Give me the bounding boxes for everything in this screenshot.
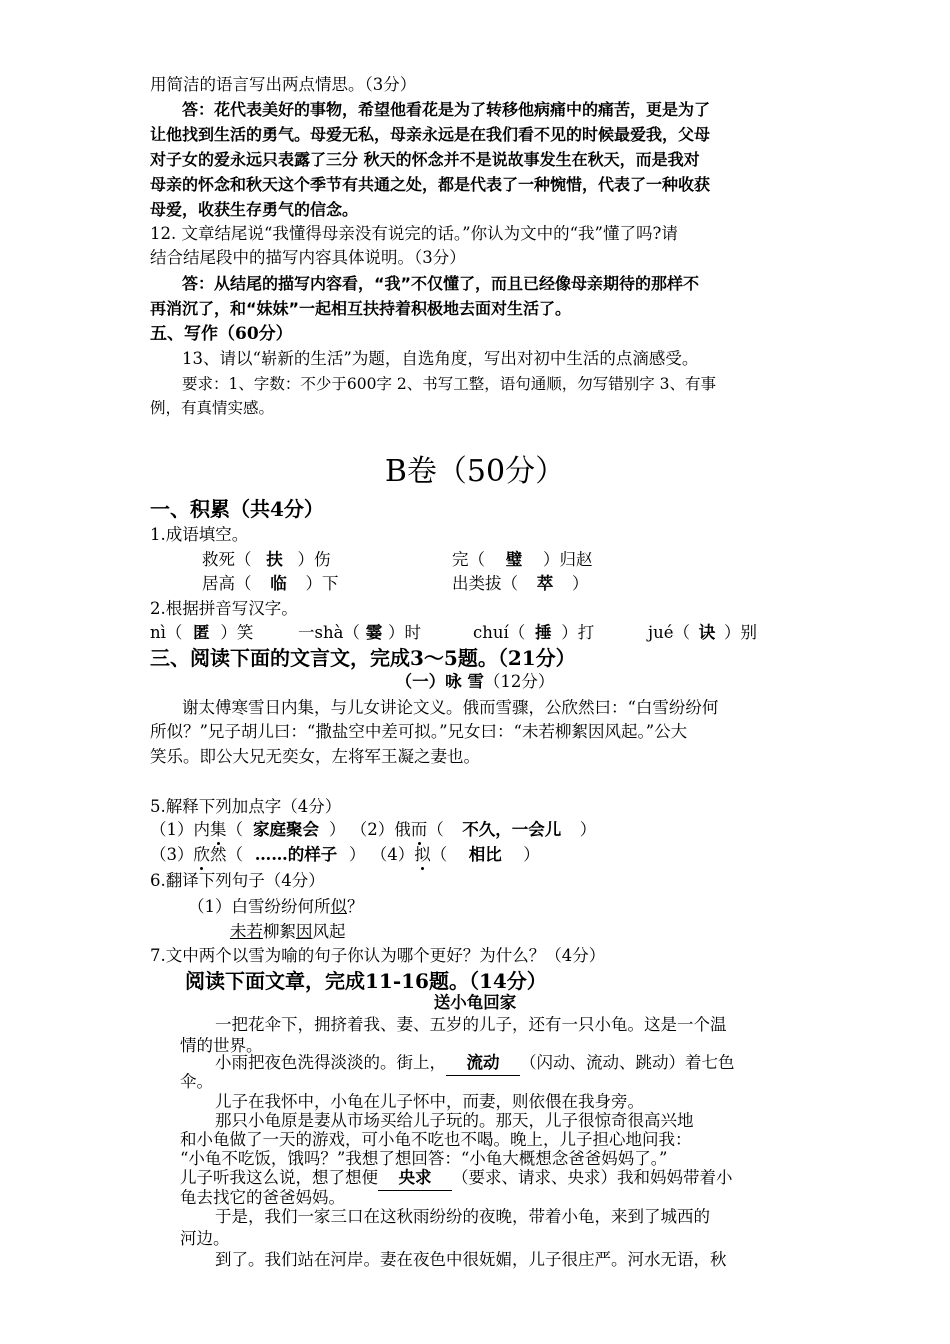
- story-text: 伞。: [180, 1072, 213, 1091]
- q11-answer-line: 母亲的怀念和秋天这个季节有共通之处，都是代表了一种惋惜，代表了一种收获: [150, 175, 711, 194]
- q5-prompt: 5.解释下列加点字（4分）: [150, 797, 342, 816]
- idiom-answer: 萃: [536, 574, 554, 593]
- poem-heading: （一）咏 雪（12分）: [395, 672, 555, 691]
- q13-requirements: 例，有真情实感。: [150, 399, 275, 417]
- classical-text: 谢太傅寒雪日内集，与儿女讲论文义。俄而雪骤，公欣然曰：“白雪纷纷何: [182, 698, 719, 717]
- section-3-title: 三、阅读下面的文言文，完成3～5题。（21分）: [150, 646, 576, 670]
- q11-answer-line: 母爱，收获生存勇气的信念。: [150, 200, 359, 219]
- q7-prompt: 7.文中两个以雪为喻的句子你认为哪个更好？为什么？（4分）: [150, 946, 606, 965]
- pinyin-answer: 捶: [535, 623, 552, 642]
- q6-prompt: 6.翻译下列句子（4分）: [150, 871, 325, 890]
- story-blank: 流动: [446, 1051, 520, 1076]
- q5-row: （3）欣然（ ……的样子 ） （4）拟（ 相比 ）: [150, 843, 540, 867]
- story-text: “小龟不吃饭，饿吗？”我想了想回答：“小龟大概想念爸爸妈妈了。”: [180, 1149, 668, 1168]
- idiom-answer: 璧: [505, 550, 523, 569]
- pinyin-answer: 匿: [193, 623, 210, 642]
- q13-requirements: 要求：1、字数：不少于600字 2、书写工整，语句通顺，勿写错别字 3、有事: [182, 375, 717, 393]
- q6-sentence-2: 未若柳絮因风起: [230, 922, 346, 941]
- dotted-char: 而: [411, 818, 428, 842]
- idiom-answer: 扶: [266, 550, 283, 569]
- q12-answer-line: 再消沉了，和“妹妹”一起相互扶持着积极地去面对生活了。: [150, 299, 572, 318]
- idiom-item: 完（ 璧 ）归赵: [452, 548, 593, 572]
- story-text: 儿子在我怀中，小龟在儿子怀中，而妻，则依偎在我身旁。: [215, 1092, 644, 1111]
- pinyin-item: jué（ 诀 ）别: [648, 621, 757, 645]
- story-text: 情的世界。: [180, 1036, 263, 1055]
- q12-answer-line: 答：从结尾的描写内容看，“我”不仅懂了，而且已经像母亲期待的那样不: [182, 274, 700, 293]
- q5-answer: 相比: [468, 845, 502, 864]
- story-text: 那只小龟原是妻从市场买给儿子玩的。那天，儿子很惊奇很高兴地: [215, 1111, 694, 1130]
- q11-answer-line: 对子女的爱永远只表露了三分 秋天的怀念并不是说故事发生在秋天，而是我对: [150, 150, 700, 169]
- q1-prompt: 1.成语填空。: [150, 525, 249, 544]
- story-text: 儿子听我这么说，想了想便 央求 （要求、请求、央求）我和妈妈带着小: [180, 1166, 733, 1191]
- q5-answer: ……的样子: [254, 845, 338, 864]
- dotted-char: 欣: [194, 843, 211, 867]
- classical-text: 所似？”兄子胡儿曰：“撒盐空中差可拟。”兄女曰：“未若柳絮因风起。”公大: [150, 722, 688, 741]
- idiom-item: 出类拔（ 萃 ）: [452, 572, 589, 596]
- story-text: 到了。我们站在河岸。妻在夜色中很妩媚，儿子很庄严。河水无语，秋: [215, 1250, 727, 1269]
- dotted-char: 拟: [414, 843, 431, 867]
- q2-prompt: 2.根据拼音写汉字。: [150, 599, 298, 618]
- story-text: 和小龟做了一天的游戏，可小龟不吃也不喝。晚上，儿子担心地问我：: [180, 1130, 692, 1149]
- q11-tail: 用简洁的语言写出两点情思。（3分）: [150, 75, 417, 94]
- writing-section-title: 五、写作（60分）: [150, 324, 293, 344]
- pinyin-item: nì（ 匿 ）笑: [150, 621, 253, 645]
- q5-answer: 家庭聚会: [253, 820, 319, 839]
- q12-text: 12. 文章结尾说“我懂得母亲没有说完的话。”你认为文中的“我”懂了吗?请: [150, 224, 678, 243]
- story-text: 小雨把夜色洗得淡淡的。街上， 流动 （闪动、流动、跳动）着七色: [215, 1051, 735, 1076]
- pinyin-item: 一shà（ 霎 ）时: [298, 621, 421, 645]
- story-title: 送小龟回家: [433, 993, 517, 1012]
- q13-prompt: 13、请以“崭新的生活”为题，自选角度，写出对初中生活的点滴感受。: [182, 349, 699, 368]
- q6-sentence-1: （1）白雪纷纷何所似？: [188, 897, 364, 916]
- q11-answer-line: 答：花代表美好的事物，希望他看花是为了转移他病痛中的痛苦，更是为了: [182, 100, 711, 119]
- idiom-answer: 临: [270, 574, 287, 593]
- q11-answer-line: 让他找到生活的勇气。母爱无私，母亲永远是在我们看不见的时候最爱我，父母: [150, 125, 711, 144]
- q5-row: （1）内集（ 家庭聚会 ） （2）俄而（ 不久，一会儿 ）: [150, 818, 596, 842]
- dotted-char: 集: [210, 818, 227, 842]
- idiom-item: 居高（ 临 ）下: [202, 572, 339, 596]
- part-b-title: B卷（50分）: [384, 454, 566, 489]
- story-text: 河边。: [180, 1229, 230, 1248]
- story-blank: 央求: [378, 1166, 452, 1191]
- q5-answer: 不久，一会儿: [462, 820, 562, 839]
- story-text: 龟去找它的爸爸妈妈。: [180, 1188, 345, 1207]
- section-1-title: 一、积累（共4分）: [150, 497, 324, 521]
- pinyin-answer: 霎: [365, 623, 383, 642]
- idiom-item: 救死（ 扶 ）伤: [202, 548, 331, 572]
- pinyin-item: chuí（ 捶 ）打: [473, 621, 594, 645]
- reading-title: 阅读下面文章，完成11-16题。（14分）: [185, 969, 547, 993]
- story-text: 于是，我们一家三口在这秋雨纷纷的夜晚，带着小龟，来到了城西的: [215, 1207, 710, 1226]
- classical-text: 笑乐。即公大兄无奕女，左将军王凝之妻也。: [150, 747, 480, 766]
- story-text: 一把花伞下，拥挤着我、妻、五岁的儿子，还有一只小龟。这是一个温: [215, 1015, 727, 1034]
- q12-text: 结合结尾段中的描写内容具体说明。（3分）: [150, 248, 466, 267]
- pinyin-answer: 诀: [698, 623, 716, 642]
